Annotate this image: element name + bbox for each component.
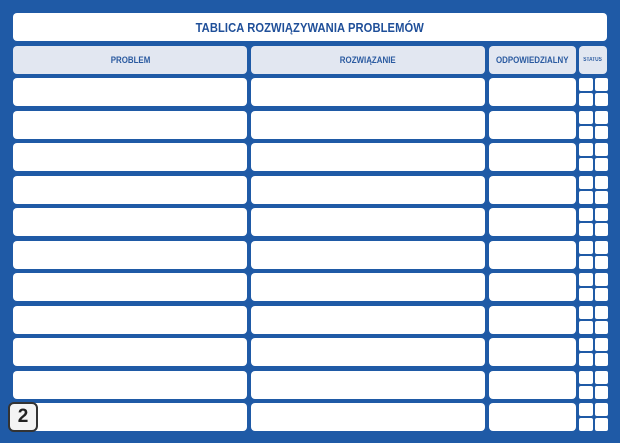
status-quadrant[interactable] <box>595 223 609 236</box>
solution-cell[interactable] <box>251 176 485 204</box>
board-row <box>13 111 607 139</box>
problem-cell[interactable] <box>13 176 247 204</box>
status-grid <box>579 371 608 399</box>
responsible-cell[interactable] <box>489 176 576 204</box>
status-quadrant[interactable] <box>579 403 593 416</box>
responsible-cell[interactable] <box>489 111 576 139</box>
problem-cell[interactable] <box>13 111 247 139</box>
status-quadrant[interactable] <box>595 256 609 269</box>
status-quadrant[interactable] <box>579 223 593 236</box>
board-row <box>13 273 607 301</box>
solution-cell[interactable] <box>251 306 485 334</box>
problem-cell[interactable] <box>13 403 247 431</box>
responsible-cell[interactable] <box>489 208 576 236</box>
status-quadrant[interactable] <box>579 143 593 156</box>
status-quadrant[interactable] <box>579 93 593 106</box>
status-quadrant[interactable] <box>579 321 593 334</box>
responsible-cell[interactable] <box>489 78 576 106</box>
status-grid <box>579 176 608 204</box>
status-quadrant[interactable] <box>595 176 609 189</box>
solution-cell[interactable] <box>251 111 485 139</box>
responsible-cell[interactable] <box>489 306 576 334</box>
solution-cell[interactable] <box>251 403 485 431</box>
status-quadrant[interactable] <box>595 321 609 334</box>
board-row <box>13 403 607 431</box>
status-grid <box>579 403 608 431</box>
status-quadrant[interactable] <box>579 78 593 91</box>
status-quadrant[interactable] <box>595 241 609 254</box>
problem-cell[interactable] <box>13 273 247 301</box>
status-quadrant[interactable] <box>579 256 593 269</box>
responsible-cell[interactable] <box>489 403 576 431</box>
board-row <box>13 78 607 106</box>
problem-cell[interactable] <box>13 143 247 171</box>
status-quadrant[interactable] <box>595 111 609 124</box>
status-quadrant[interactable] <box>579 338 593 351</box>
responsible-cell[interactable] <box>489 241 576 269</box>
problem-cell[interactable] <box>13 371 247 399</box>
status-quadrant[interactable] <box>579 273 593 286</box>
status-quadrant[interactable] <box>579 418 593 431</box>
column-header-problem: PROBLEM <box>13 46 247 74</box>
board-title-bar <box>13 13 607 41</box>
status-quadrant[interactable] <box>579 208 593 221</box>
solution-cell[interactable] <box>251 273 485 301</box>
status-grid <box>579 111 608 139</box>
board-row <box>13 371 607 399</box>
responsible-cell[interactable] <box>489 371 576 399</box>
status-quadrant[interactable] <box>579 288 593 301</box>
solution-cell[interactable] <box>251 78 485 106</box>
responsible-cell[interactable] <box>489 338 576 366</box>
status-quadrant[interactable] <box>579 306 593 319</box>
column-header-responsible: ODPOWIEDZIALNY <box>489 46 576 74</box>
status-quadrant[interactable] <box>579 126 593 139</box>
column-header-status: STATUS <box>579 46 607 74</box>
status-grid <box>579 208 608 236</box>
solution-cell[interactable] <box>251 208 485 236</box>
status-quadrant[interactable] <box>595 418 609 431</box>
solution-cell[interactable] <box>251 143 485 171</box>
column-header-solution: ROZWIĄZANIE <box>251 46 485 74</box>
status-grid <box>579 306 608 334</box>
board-row <box>13 208 607 236</box>
solution-cell[interactable] <box>251 241 485 269</box>
status-quadrant[interactable] <box>595 126 609 139</box>
problem-cell[interactable] <box>13 338 247 366</box>
status-quadrant[interactable] <box>595 386 609 399</box>
status-quadrant[interactable] <box>595 208 609 221</box>
status-quadrant[interactable] <box>595 78 609 91</box>
status-quadrant[interactable] <box>595 143 609 156</box>
column-header-row <box>13 46 607 74</box>
status-quadrant[interactable] <box>595 191 609 204</box>
status-quadrant[interactable] <box>595 93 609 106</box>
status-grid <box>579 241 608 269</box>
board-title: TABLICA ROZWIĄZYWANIA PROBLEMÓW <box>195 19 425 35</box>
status-quadrant[interactable] <box>579 111 593 124</box>
status-quadrant[interactable] <box>579 386 593 399</box>
board-row <box>13 176 607 204</box>
status-quadrant[interactable] <box>595 306 609 319</box>
board-row <box>13 143 607 171</box>
status-quadrant[interactable] <box>579 353 593 366</box>
problem-cell[interactable] <box>13 306 247 334</box>
status-quadrant[interactable] <box>579 191 593 204</box>
solution-cell[interactable] <box>251 371 485 399</box>
board-row <box>13 338 607 366</box>
problem-cell[interactable] <box>13 241 247 269</box>
page-number-badge: 2 <box>8 402 38 432</box>
status-quadrant[interactable] <box>595 371 609 384</box>
status-quadrant[interactable] <box>595 353 609 366</box>
status-quadrant[interactable] <box>579 241 593 254</box>
status-grid <box>579 273 608 301</box>
problem-cell[interactable] <box>13 208 247 236</box>
status-grid <box>579 143 608 171</box>
status-quadrant[interactable] <box>595 338 609 351</box>
status-quadrant[interactable] <box>595 273 609 286</box>
responsible-cell[interactable] <box>489 273 576 301</box>
status-grid <box>579 338 608 366</box>
status-quadrant[interactable] <box>579 176 593 189</box>
status-grid <box>579 78 608 106</box>
status-quadrant[interactable] <box>579 158 593 171</box>
solution-cell[interactable] <box>251 338 485 366</box>
status-quadrant[interactable] <box>595 288 609 301</box>
board-row <box>13 306 607 334</box>
board-row <box>13 241 607 269</box>
status-quadrant[interactable] <box>595 403 609 416</box>
status-quadrant[interactable] <box>579 371 593 384</box>
status-quadrant[interactable] <box>595 158 609 171</box>
problem-cell[interactable] <box>13 78 247 106</box>
responsible-cell[interactable] <box>489 143 576 171</box>
